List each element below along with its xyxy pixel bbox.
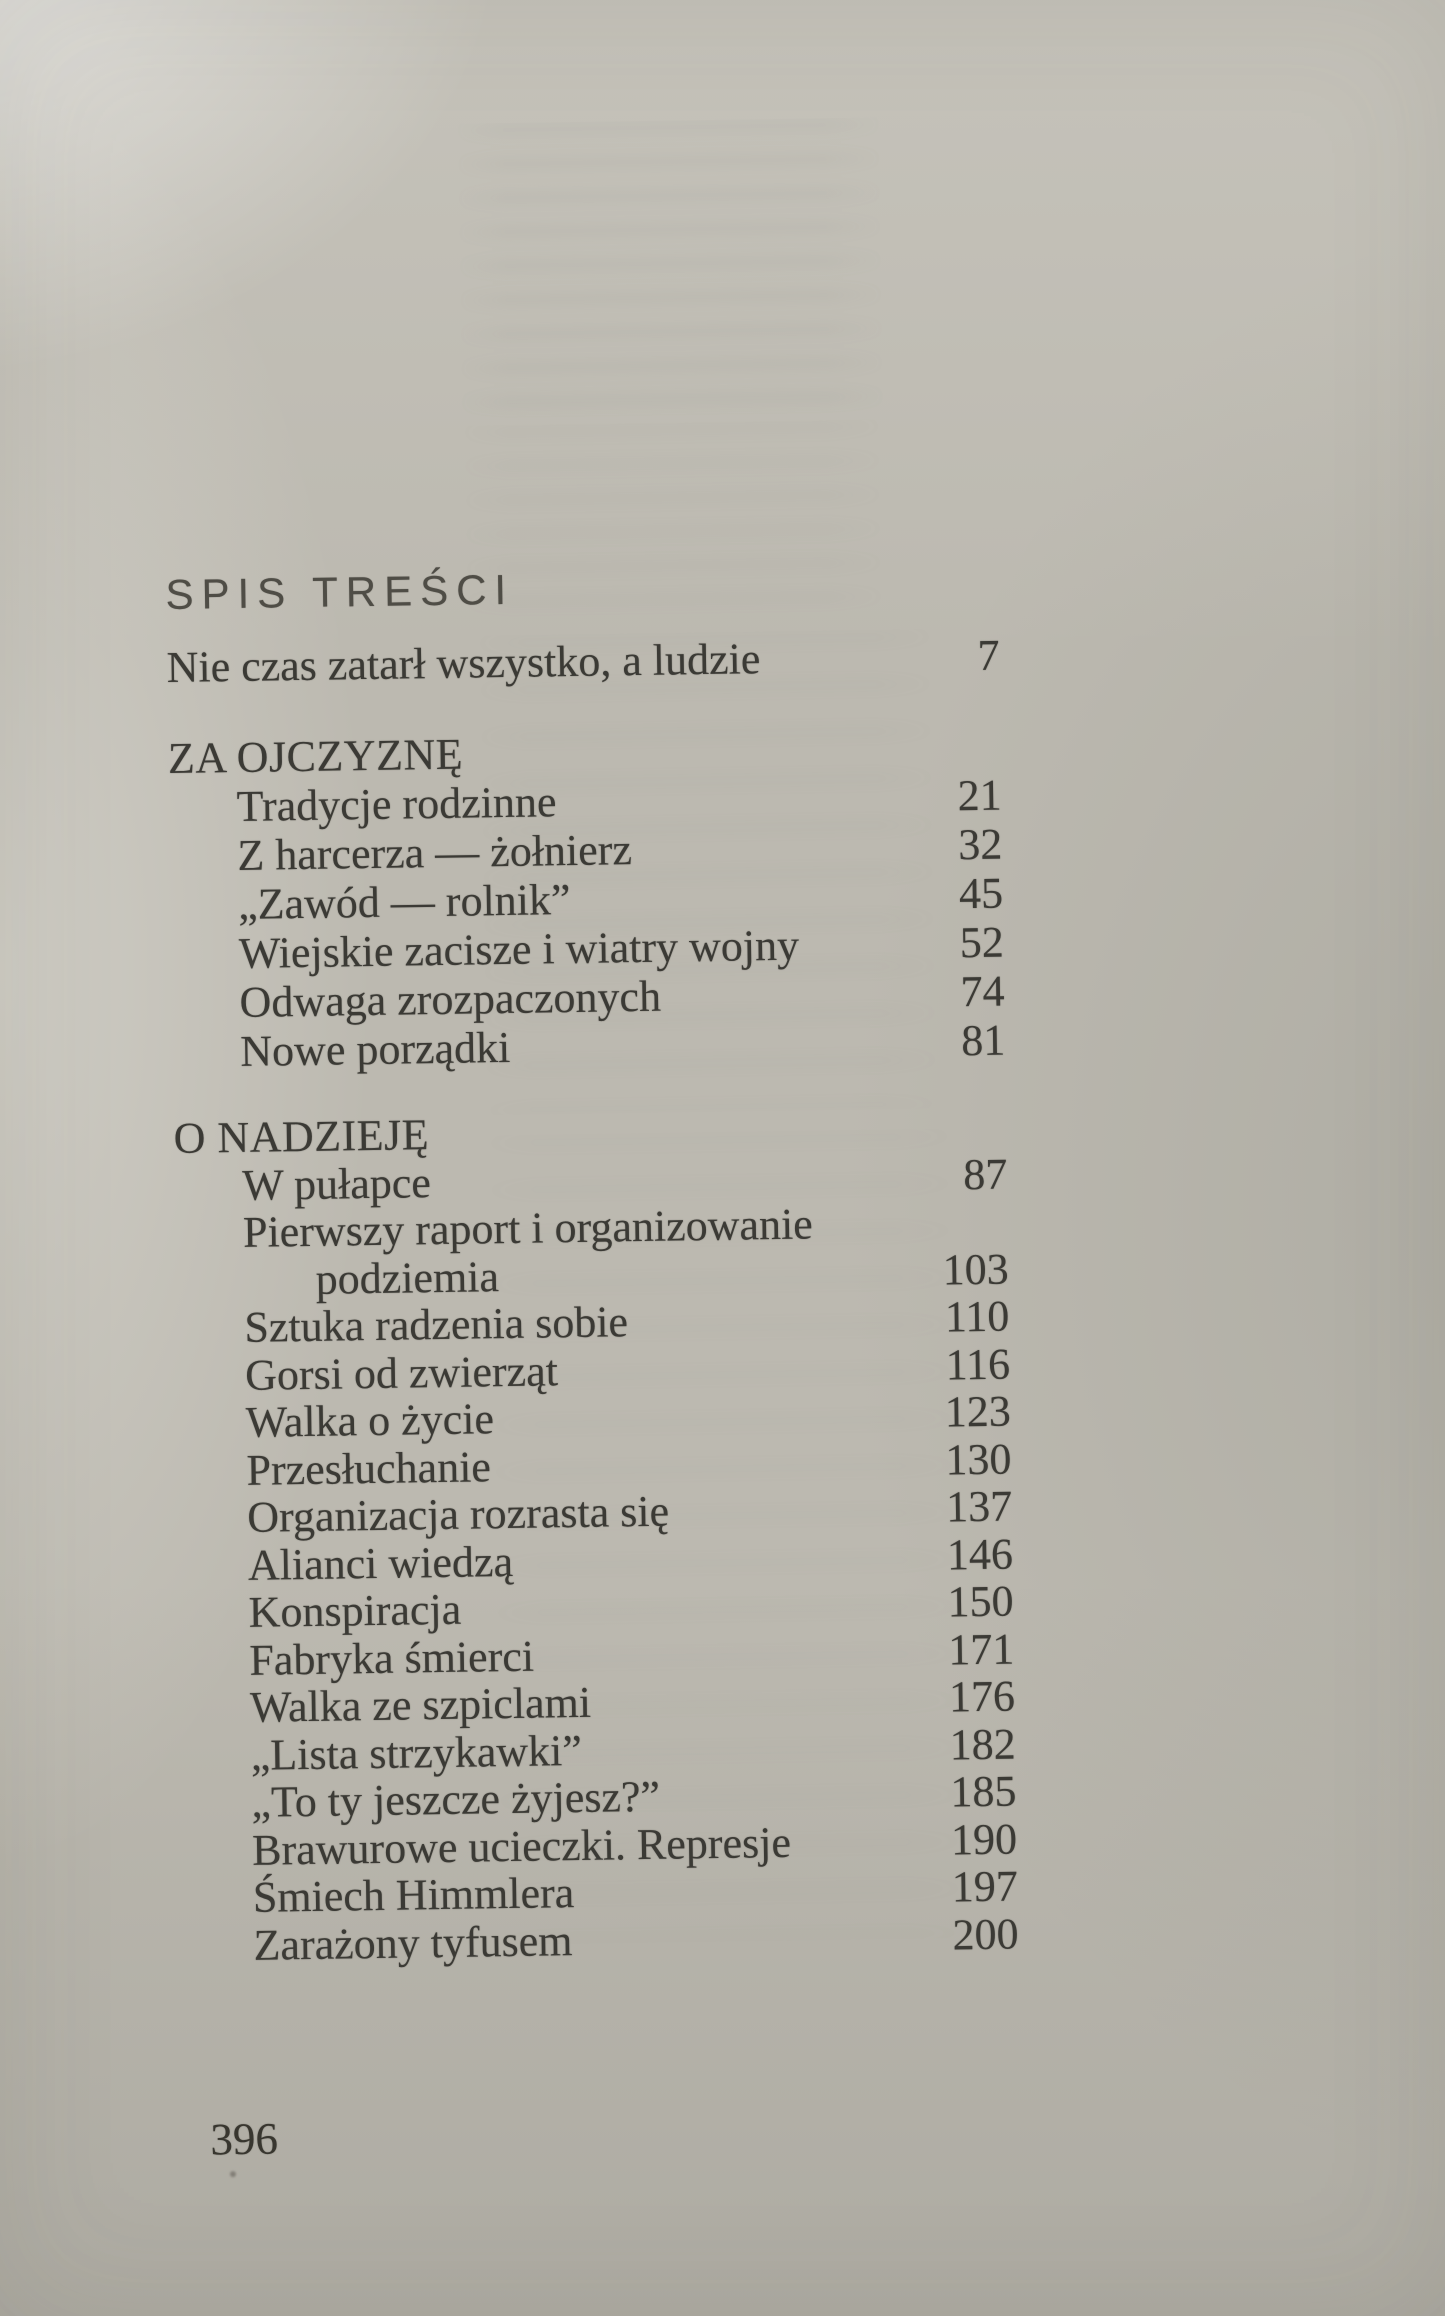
toc-entry-page: 150 (947, 1576, 1014, 1627)
toc-entry-label: Alianci wiedzą (247, 1536, 514, 1590)
toc-section-heading: O NADZIEJĘ (173, 1110, 430, 1163)
toc-entry-page: 74 (960, 966, 1005, 1017)
toc-entry-page: 7 (977, 630, 1000, 680)
toc-section-heading: ZA OJCZYZNĘ (167, 729, 464, 783)
toc-entry-label: Z harcerza — żołnierz (237, 825, 633, 880)
toc-entry-label: podziemia (315, 1251, 500, 1304)
toc-entry-page: 52 (959, 917, 1005, 968)
toc-entry-label: Organizacja rozrasta się (246, 1486, 670, 1542)
toc-entry-label: Przesłuchanie (246, 1441, 492, 1495)
toc-entry-page: 123 (944, 1386, 1012, 1437)
toc-entry-page: 21 (957, 770, 1002, 821)
toc-entry-label: Brawurowe ucieczki. Represje (251, 1817, 792, 1875)
toc-entry-page: 110 (944, 1291, 1010, 1342)
toc-entry-page: 182 (949, 1719, 1017, 1769)
toc-entry-label: Walka ze szpiclami (249, 1677, 592, 1732)
toc-entry-page: 87 (962, 1149, 1008, 1199)
page-number-folio: 396 (210, 2113, 279, 2165)
toc-entry-label: Fabryka śmierci (248, 1631, 535, 1685)
toc-entry-page: 176 (948, 1671, 1016, 1722)
toc-entry-page: 32 (957, 819, 1003, 870)
toc-entry-page: 137 (945, 1481, 1013, 1532)
toc-entry-page: 197 (951, 1861, 1019, 1912)
toc-entry-page: 81 (960, 1015, 1006, 1066)
toc-entry-label: Śmiech Himmlera (252, 1868, 575, 1922)
toc-entry-label: „To ty jeszcze żyjesz?” (251, 1771, 661, 1827)
toc-entry-page: 146 (946, 1529, 1014, 1580)
toc-entry-label: Nie czas zatarł wszystko, a ludzie (166, 634, 761, 692)
toc-entry-label: Tradycje rodzinne (236, 777, 557, 831)
toc-entry-page: 171 (947, 1624, 1015, 1674)
toc-entry-label: Zarażony tyfusem (253, 1915, 573, 1970)
toc-entry-page: 185 (950, 1766, 1017, 1817)
toc-entry-label: „Zawód — rolnik” (237, 875, 571, 929)
toc-entry-page: 103 (942, 1244, 1009, 1295)
toc-entry-label: Gorsi od zwierząt (244, 1345, 559, 1400)
toc-title: SPIS TREŚCI (165, 565, 515, 618)
toc-entry-label: Nowe porządki (239, 1022, 511, 1076)
bleed-through-texture (457, 419, 890, 630)
toc-entry-label: Konspiracja (248, 1584, 462, 1637)
toc-entry-label: Odwaga zrozpaczonych (239, 971, 662, 1027)
toc-entry-label: W pułapce (241, 1157, 432, 1210)
toc-entry-page: 45 (958, 868, 1004, 919)
toc-entry (166, 630, 1000, 692)
toc-entry-label: Pierwszy raport i organizowanie (242, 1199, 814, 1257)
toc-entry (172, 1015, 1006, 1080)
toc-entry-label: Sztuka radzenia sobie (244, 1297, 629, 1352)
toc-entry-page: 130 (945, 1434, 1012, 1485)
toc-entry-label: „Lista strzykawki” (250, 1725, 583, 1780)
toc-section (168, 725, 1006, 1080)
toc-entry-page: 200 (952, 1908, 1019, 1959)
toc-entry-page: 116 (945, 1339, 1011, 1389)
toc-entry-label: Walka o życie (245, 1394, 495, 1447)
toc-entry-label: Wiejskie zacisze i wiatry wojny (238, 920, 800, 978)
ink-dot (230, 2171, 236, 2177)
toc-section (173, 1105, 1019, 1972)
bleed-through-texture (453, 117, 889, 428)
toc-entry-page: 190 (950, 1813, 1018, 1864)
toc-entry (185, 1908, 1019, 1972)
